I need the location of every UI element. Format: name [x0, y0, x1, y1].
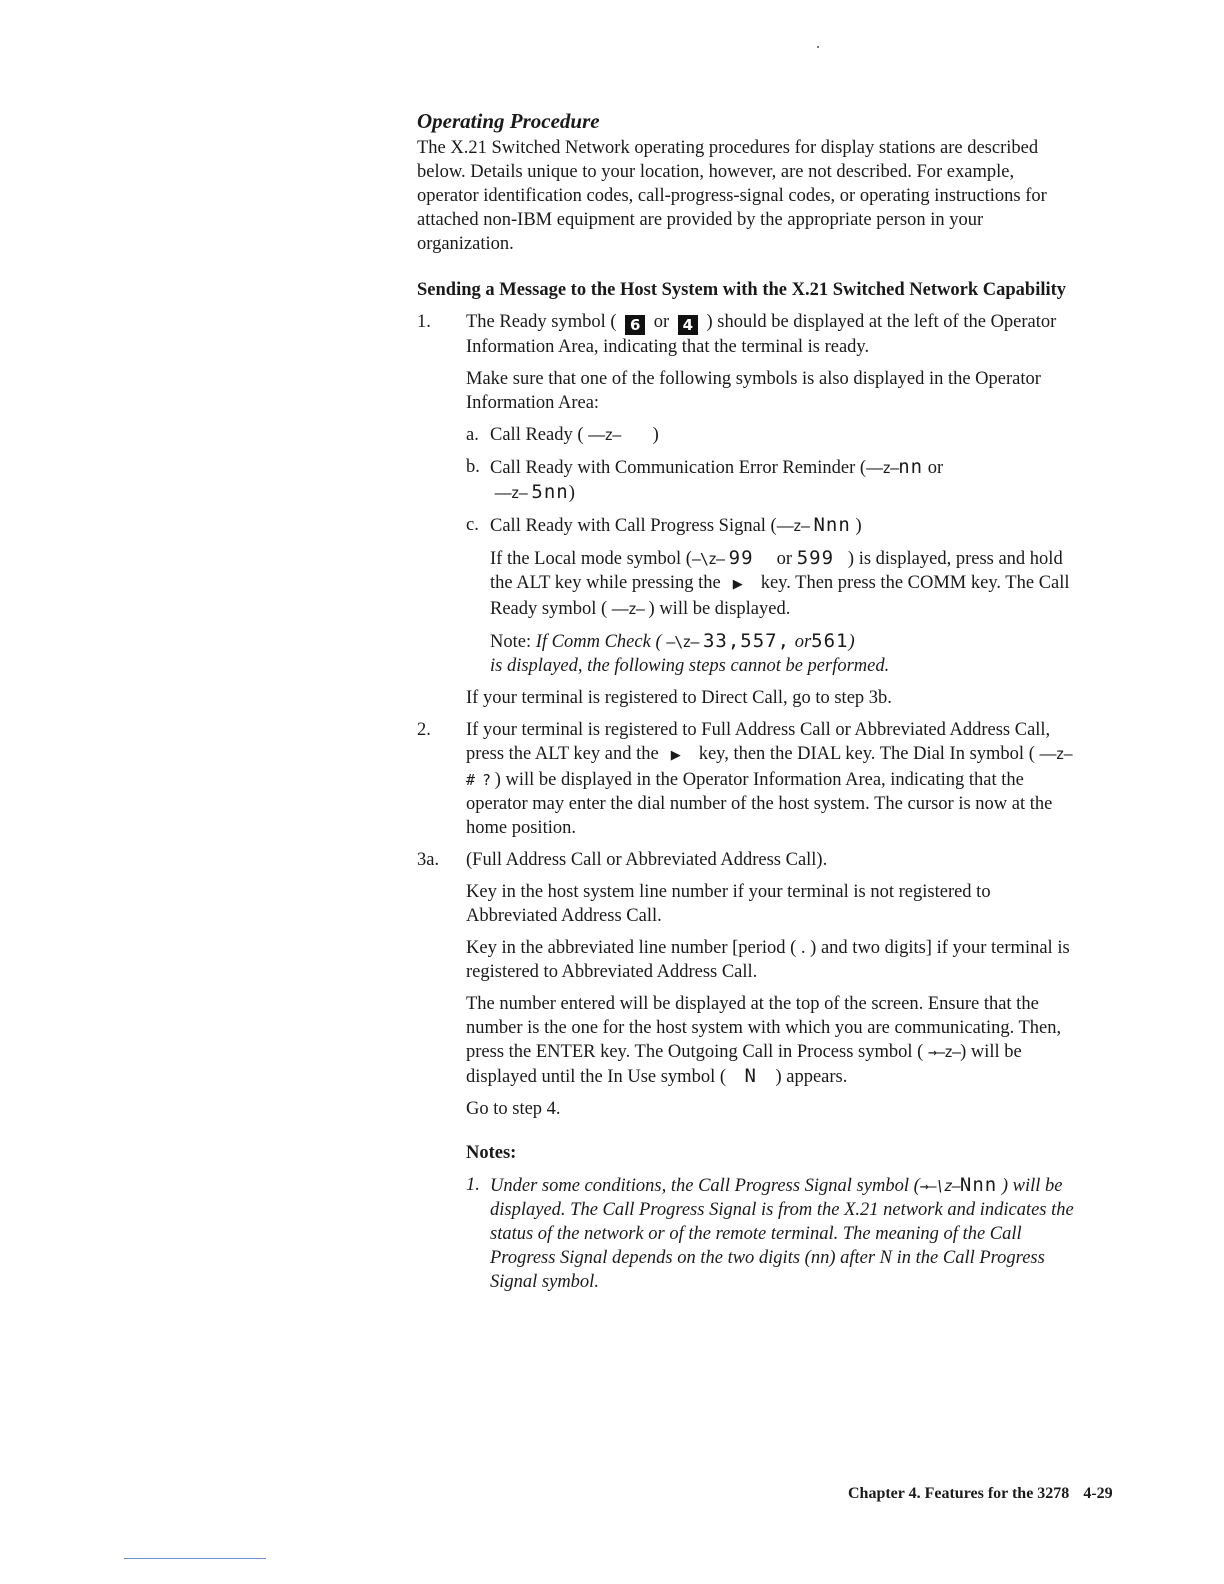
call-ready-symbol: ——z—	[776, 517, 809, 535]
ready-symbol-6-icon: 6	[625, 315, 645, 335]
step-3a-paragraph-3: The number entered will be displayed at the top of the screen. Ensure that the number is the one for the host system with which you are communicating. Then, press the ENTER key. The Outgoing Call in Process symbol ( →—z—) will be displayed until the In Use symbol ( N ) appears.	[466, 994, 1062, 1087]
call-ready-symbol: ——z—	[494, 484, 527, 502]
make-sure-paragraph: Make sure that one of the following symbols is also displayed in the Operator Information Area:	[466, 369, 1041, 413]
step-1-text: The Ready symbol ( 6 or 4 ) should be displayed at the left of the Operator Information Area, indicating that the terminal is ready.	[466, 312, 1057, 357]
sub-item-c: c. Call Ready with Call Progress Signal (——z— Nnn )	[466, 514, 862, 536]
note-1: 1. Under some conditions, the Call Progress Signal symbol (→—\z—Nnn ) will be displayed. The Call Progress Signal is from the X.21 network and indicates the status of the network or of the remote terminal. The meaning of the Call Progress Signal depends on the two digits (nn) after N in the Call Progress Signal symbol.	[466, 1174, 1074, 1292]
page-content	[417, 108, 1077, 1302]
scan-dot	[817, 46, 819, 48]
goto-step-4: Go to step 4.	[466, 1099, 561, 1119]
local-mode-paragraph: If the Local mode symbol (—\z— 99 or 599 ) is displayed, press and hold the ALT key while pressing the ▶ key. Then press the COMM key. The Call Ready symbol ( ——z— ) will be displayed.	[490, 547, 1070, 619]
local-mode-symbol: —\z—	[691, 550, 725, 568]
right-arrow-key-icon: ▶	[670, 748, 681, 763]
note-label: Note:	[490, 632, 532, 652]
section-title: Sending a Message to the Host System with the X.21 Switched Network Capability	[417, 280, 1067, 300]
step-1	[417, 310, 1077, 710]
step-number: 2.	[417, 720, 431, 740]
step-2: 2. If your terminal is registered to Full Address Call or Abbreviated Address Call, press the ALT key and the ▶ key, then the DIAL key. The Dial In symbol ( ——z— # ? ) will be displayed in the Operator Information Area, indicating that the operator may enter the dial number of the host system. The cursor is now at the home position.	[417, 720, 1072, 838]
notes-title: Notes:	[466, 1143, 517, 1163]
step-3a-paragraph-1: Key in the host system line number if your terminal is not registered to Abbreviated Address Call.	[466, 882, 991, 926]
page-heading: Operating Procedure	[417, 109, 600, 133]
dial-in-symbol: ——z—	[1039, 745, 1072, 763]
comm-check-symbol: —\z—	[666, 633, 699, 651]
page-number: 4-29	[1083, 1485, 1113, 1502]
step-number: 1.	[417, 312, 431, 332]
sub-item-a: a. Call Ready ( ——z— )	[466, 425, 659, 445]
outgoing-call-symbol: →—z—	[927, 1043, 961, 1061]
step-3a-paragraph-2: Key in the abbreviated line number [period ( . ) and two digits] if your terminal is registered to Abbreviated Address Call.	[466, 938, 1070, 982]
step-3a: 3a. (Full Address Call or Abbreviated Address Call). Key in the host system line number if your terminal is not registered to Abbreviated Address Call. Key in the abbreviated line number [period ( . ) and two digits] if your terminal is registered to Abbreviated Address Call. The number entered will be displayed at the top of the screen. Ensure that the number is the one for the host system with which you are communicating. Then, press the ENTER key. The Outgoing Call in Process symbol ( →—z—) will be displayed until the In Use symbol ( N ) appears. Go to step 4. Notes: 1. Under some conditions, the Call Progress Signal symbol (→—\z—Nnn ) will be displayed. The Call Progress Signal is from the X.21 network and indicates the status of the network or of the remote terminal. The meaning of the Call Progress Signal depends on the two digits (nn) after N in the Call Progress Signal symbol.	[417, 848, 1077, 1294]
step-number: 3a.	[417, 850, 440, 870]
sub-item-b: b. Call Ready with Communication Error Reminder (——z—nn or ——z— 5nn)	[466, 456, 944, 503]
in-use-symbol: N	[744, 1065, 757, 1087]
right-arrow-key-icon: ▶	[732, 577, 743, 592]
bottom-rule	[124, 1558, 266, 1559]
call-ready-symbol: ——z—	[866, 459, 899, 477]
footer-chapter: Chapter 4. Features for the 3278	[848, 1485, 1070, 1502]
call-ready-symbol: ——z—	[611, 600, 644, 618]
comm-check-note: Note: If Comm Check ( —\z— 33,557, or561) is displayed, the following steps cannot be performed.	[490, 630, 890, 676]
intro-paragraph: The X.21 Switched Network operating procedures for display stations are described below. Details unique to your location, however, are not described. For example, operator identification codes, call-progress-signal codes, or operating instructions for attached non-IBM equipment are provided by the appropriate person in your organization.	[417, 138, 1047, 254]
call-progress-symbol: →—\z—	[919, 1177, 960, 1195]
call-ready-symbol: ——z—	[588, 426, 621, 444]
ready-symbol-4-icon: 4	[678, 315, 698, 335]
page-footer	[848, 1484, 1113, 1504]
direct-call-paragraph: If your terminal is registered to Direct Call, go to step 3b.	[466, 688, 892, 708]
